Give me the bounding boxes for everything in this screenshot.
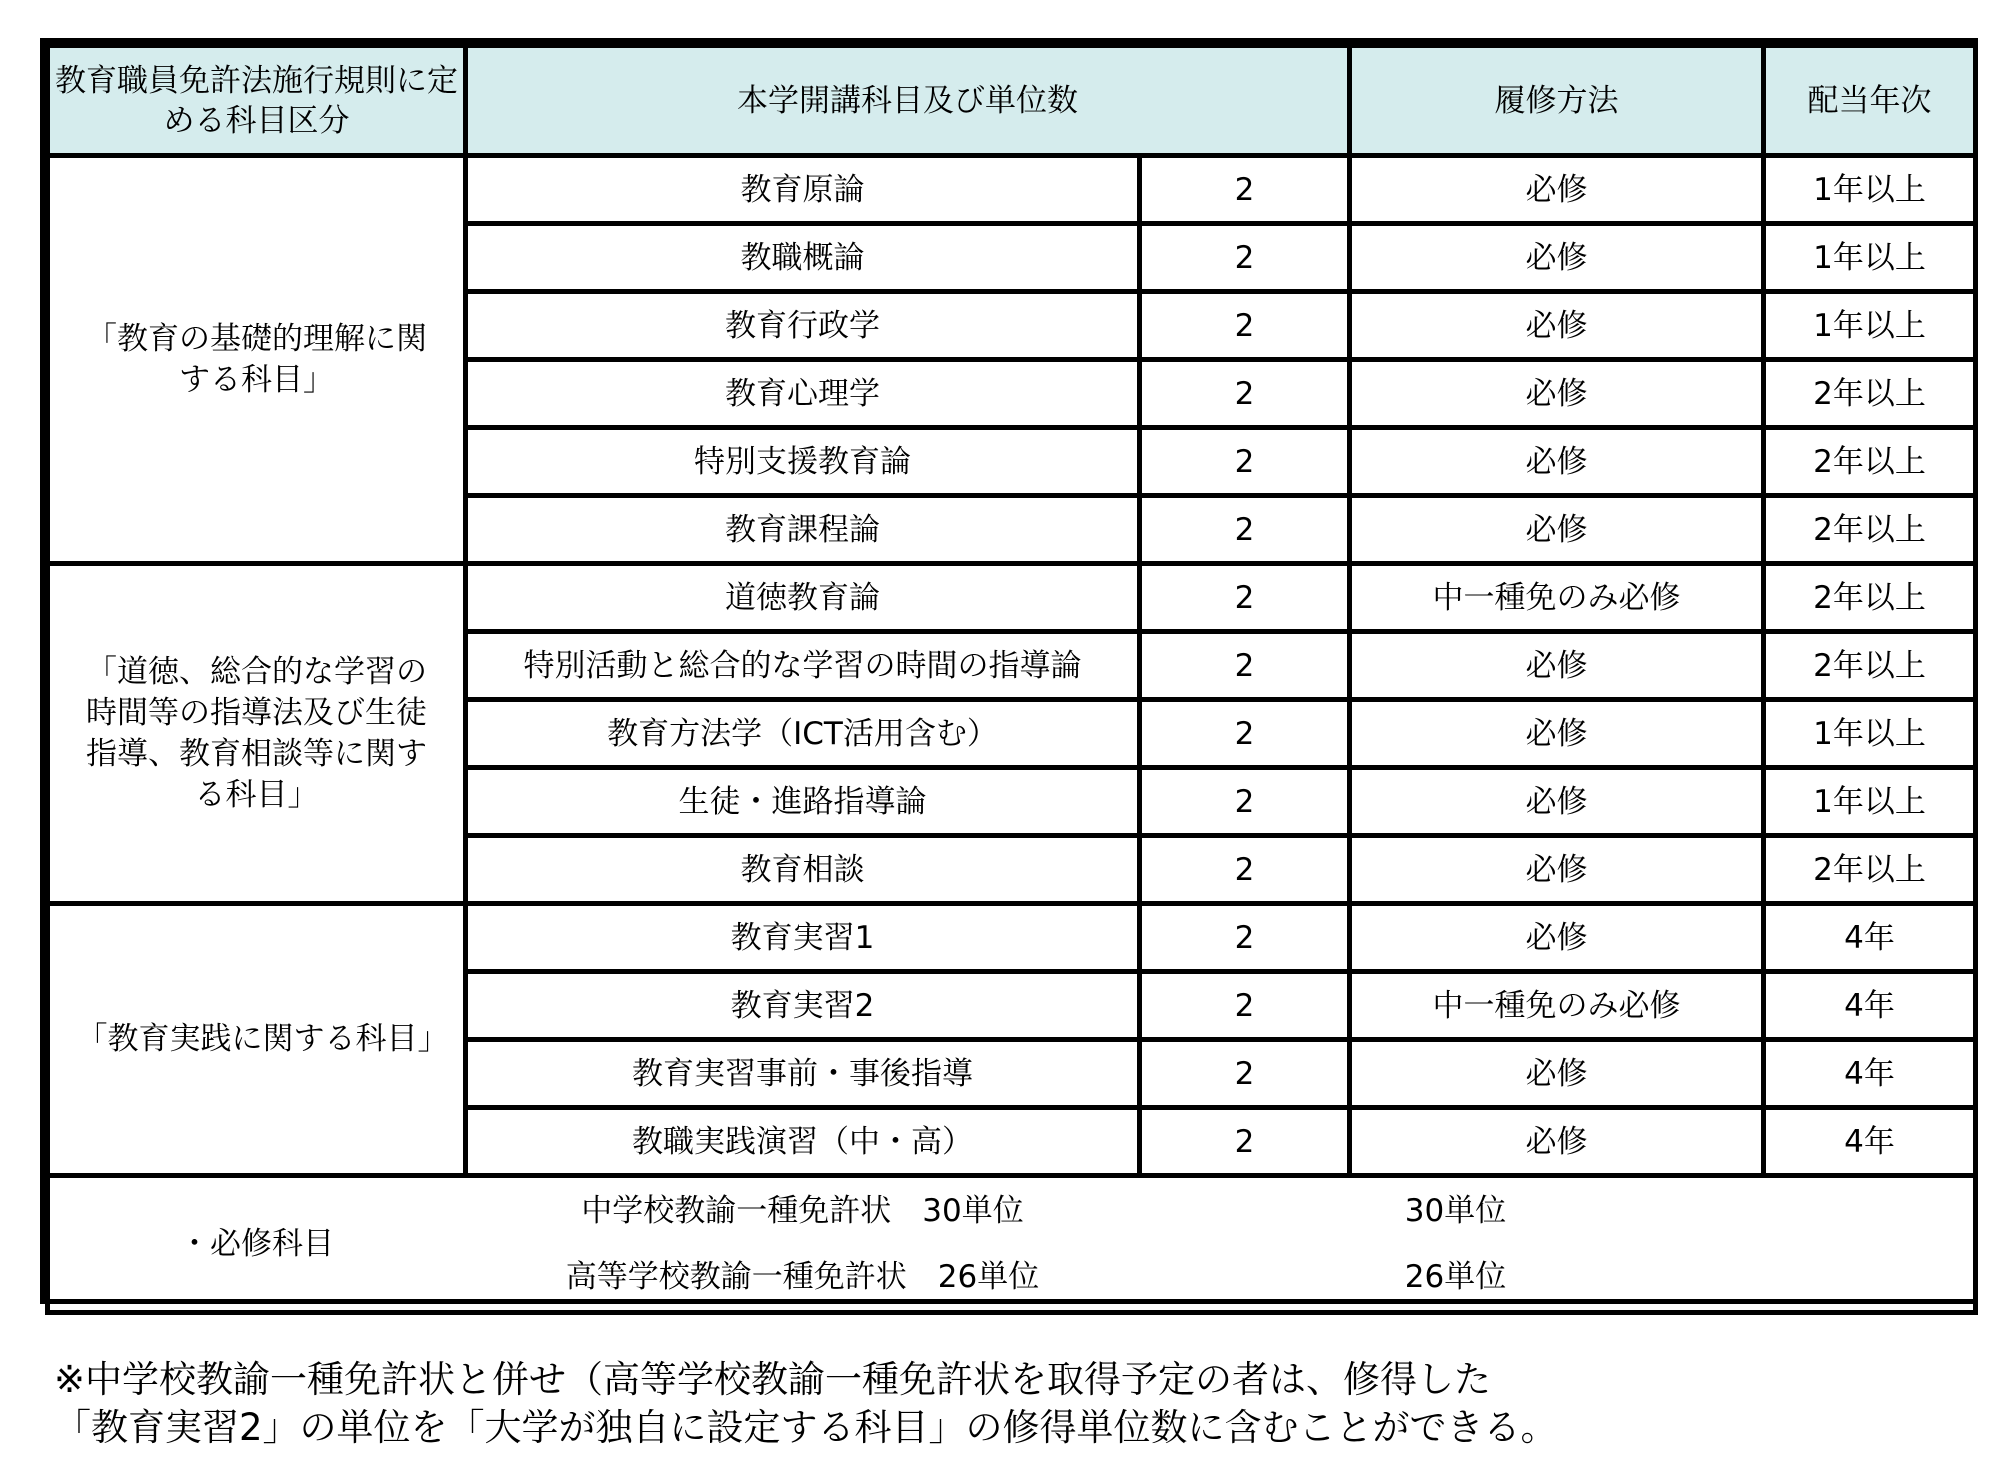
category-label: 「教育の基礎的理解に関する科目」 [86, 320, 427, 398]
subject-method: 中一種免のみ必修 [1350, 564, 1764, 632]
totals-line-high-school: 高等学校教諭一種免許状 26単位 [565, 1259, 1040, 1295]
footnote-line-2: 「教育実習2」の単位を「大学が独自に設定する科目」の修得単位数に含むことができる。 [54, 1406, 1558, 1449]
subject-credits: 2 [1140, 1108, 1350, 1176]
subject-credits: 2 [1140, 972, 1350, 1040]
subject-name: 特別活動と総合的な学習の時間の指導論 [466, 632, 1140, 700]
header-year: 配当年次 [1764, 46, 1976, 156]
subject-credits: 2 [1140, 768, 1350, 836]
category-cell [48, 904, 466, 1176]
subject-name: 教育行政学 [466, 292, 1140, 360]
curriculum-table [45, 43, 1978, 1315]
category-cell [48, 564, 466, 904]
subject-credits: 2 [1140, 360, 1350, 428]
subject-method: 必修 [1350, 292, 1764, 360]
totals-lines [463, 1178, 1142, 1310]
subject-method: 必修 [1350, 224, 1764, 292]
subject-name: 教育相談 [466, 836, 1140, 904]
category-label: 「道徳、総合的な学習の時間等の指導法及び生徒指導、教育相談等に関する科目」 [86, 653, 427, 813]
table-body [48, 156, 1976, 1176]
subject-year: 2年以上 [1764, 564, 1976, 632]
subject-method: 必修 [1350, 700, 1764, 768]
subject-credits: 2 [1140, 836, 1350, 904]
totals-cell [48, 1176, 1976, 1313]
subject-credits: 2 [1140, 904, 1350, 972]
category-label: 「教育実践に関する科目」 [76, 1021, 449, 1057]
subject-credits: 2 [1140, 700, 1350, 768]
subject-method: 中一種免のみ必修 [1350, 972, 1764, 1040]
subject-year: 4年 [1764, 904, 1976, 972]
subject-name: 教育方法学（ICT活用含む） [466, 700, 1140, 768]
subject-name: 生徒・進路指導論 [466, 768, 1140, 836]
subject-name: 教育実習1 [466, 904, 1140, 972]
subject-credits: 2 [1140, 496, 1350, 564]
subject-method: 必修 [1350, 496, 1764, 564]
subject-row [48, 904, 1976, 972]
subject-name: 特別支援教育論 [466, 428, 1140, 496]
header-method: 履修方法 [1350, 46, 1764, 156]
subject-year: 2年以上 [1764, 836, 1976, 904]
subject-method: 必修 [1350, 632, 1764, 700]
subject-year: 1年以上 [1764, 292, 1976, 360]
subject-credits: 2 [1140, 156, 1350, 224]
header-category: 教育職員免許法施行規則に定める科目区分 [48, 46, 466, 156]
subject-credits: 2 [1140, 292, 1350, 360]
header-row [48, 46, 1976, 156]
subject-year: 2年以上 [1764, 632, 1976, 700]
subject-name: 教育原論 [466, 156, 1140, 224]
subject-year: 4年 [1764, 972, 1976, 1040]
subject-name: 教育課程論 [466, 496, 1140, 564]
subject-method: 必修 [1350, 1040, 1764, 1108]
subject-year: 4年 [1764, 1040, 1976, 1108]
subject-year: 2年以上 [1764, 496, 1976, 564]
subject-credits: 2 [1140, 632, 1350, 700]
subject-year: 4年 [1764, 1108, 1976, 1176]
subject-method: 必修 [1350, 768, 1764, 836]
subject-year: 2年以上 [1764, 360, 1976, 428]
subject-method: 必修 [1350, 904, 1764, 972]
subject-method: 必修 [1350, 156, 1764, 224]
subject-credits: 2 [1140, 564, 1350, 632]
subject-credits: 2 [1140, 428, 1350, 496]
subject-credits: 2 [1140, 1040, 1350, 1108]
subject-name: 教育実習事前・事後指導 [466, 1040, 1140, 1108]
footnote [54, 1356, 1954, 1452]
totals-credits-junior-high: 30単位 [1404, 1193, 1507, 1229]
subject-name: 道徳教育論 [466, 564, 1140, 632]
curriculum-table-frame [40, 38, 1978, 1304]
subject-name: 教職実践演習（中・高） [466, 1108, 1140, 1176]
subject-year: 1年以上 [1764, 224, 1976, 292]
footnote-line-1: ※中学校教諭一種免許状と併せ（高等学校教諭一種免許状を取得予定の者は、修得した [54, 1358, 1491, 1401]
header-subjects: 本学開講科目及び単位数 [466, 46, 1350, 156]
subject-name: 教職概論 [466, 224, 1140, 292]
totals-label: ・必修科目 [179, 1226, 334, 1262]
subject-method: 必修 [1350, 428, 1764, 496]
totals-credits [1142, 1178, 1769, 1310]
subject-method: 必修 [1350, 1108, 1764, 1176]
subject-credits: 2 [1140, 224, 1350, 292]
subject-year: 1年以上 [1764, 700, 1976, 768]
subject-row [48, 564, 1976, 632]
subject-row [48, 156, 1976, 224]
totals-credits-high-school: 26単位 [1404, 1259, 1507, 1295]
subject-name: 教育実習2 [466, 972, 1140, 1040]
subject-year: 2年以上 [1764, 428, 1976, 496]
subject-method: 必修 [1350, 360, 1764, 428]
totals-line-junior-high: 中学校教諭一種免許状 30単位 [581, 1193, 1024, 1229]
subject-year: 1年以上 [1764, 156, 1976, 224]
totals-row [48, 1176, 1976, 1313]
category-cell [48, 156, 466, 564]
subject-name: 教育心理学 [466, 360, 1140, 428]
subject-method: 必修 [1350, 836, 1764, 904]
subject-year: 1年以上 [1764, 768, 1976, 836]
